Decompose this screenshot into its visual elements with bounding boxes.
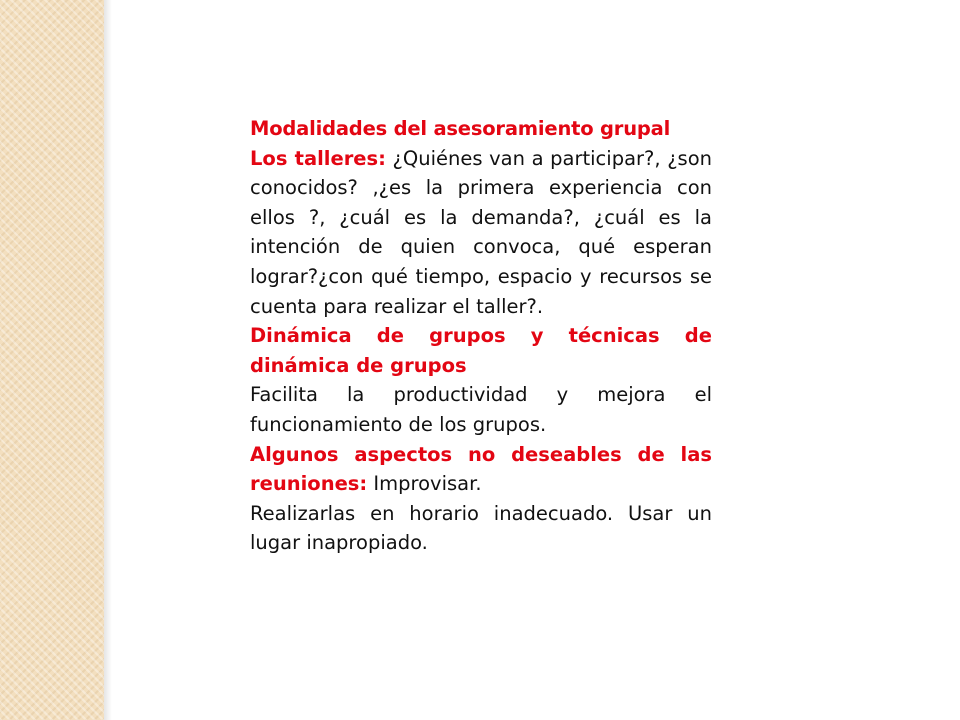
talleres-paragraph [250, 144, 712, 322]
talleres-label: Los talleres: [250, 146, 386, 170]
dinamica-heading: Dinámica de grupos y técnicas de dinámica de grupos [250, 324, 712, 377]
dinamica-text: Facilita la productividad y mejora el funcionamiento de los grupos. [250, 383, 712, 436]
aspectos-label: Algunos aspectos no deseables de las reuniones: [250, 442, 712, 496]
aspectos-paragraph [250, 440, 712, 499]
aspectos-text: Improvisar. [367, 472, 482, 496]
side-band-shadow [104, 0, 112, 720]
aspectos-list: Realizarlas en horario inadecuado. Usar un lugar inapropiado. [250, 501, 712, 555]
slide-heading: Modalidades del asesoramiento grupal [250, 117, 671, 140]
slide-content [250, 114, 712, 558]
decorative-side-band [0, 0, 104, 720]
talleres-text: ¿Quiénes van a participar?, ¿son conocidos? ,¿es la primera experiencia con ellos ?, ¿cuál es la demanda?, ¿cuál es la intención de quien convoca, qué esperan lograr?¿con qué tiempo, espacio y recursos se cuenta para realizar el taller?. [250, 146, 712, 318]
